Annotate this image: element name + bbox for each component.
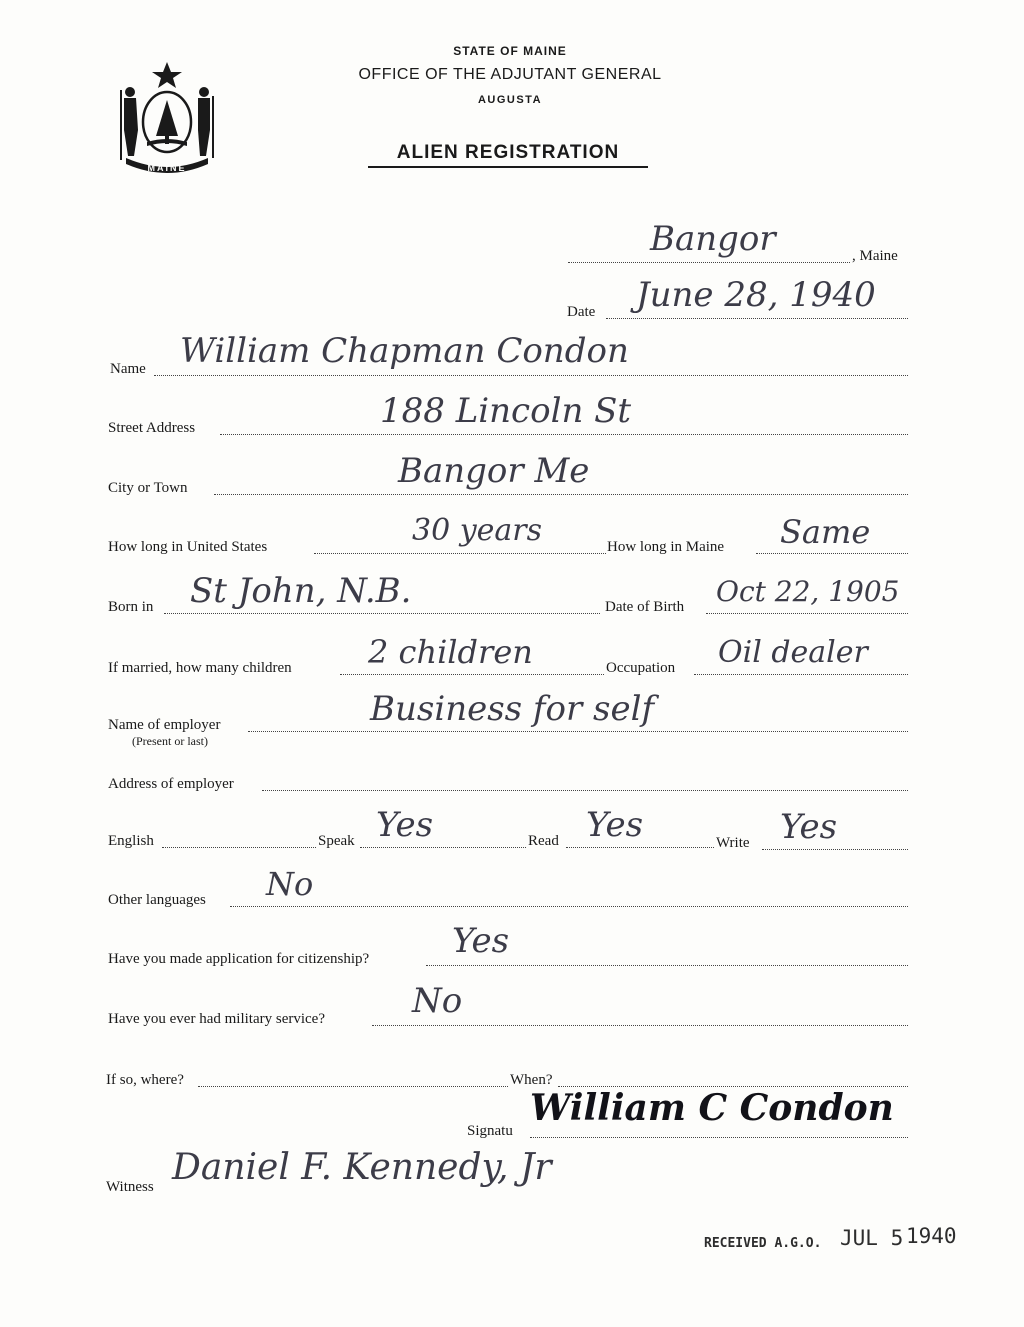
where-label: If so, where? xyxy=(106,1072,184,1088)
date-entry: June 28, 1940 xyxy=(636,275,876,315)
speak-entry: Yes xyxy=(376,805,434,845)
witness-label: Witness xyxy=(106,1179,154,1195)
name-label: Name xyxy=(110,361,146,377)
employer-sub-label: (Present or last) xyxy=(132,734,208,748)
read-label: Read xyxy=(528,833,559,849)
dob-entry: Oct 22, 1905 xyxy=(716,575,900,608)
children-entry: 2 children xyxy=(368,633,533,671)
citizenship-line xyxy=(426,965,908,966)
read-line xyxy=(566,847,714,848)
military-entry: No xyxy=(412,981,463,1021)
military-label: Have you ever had military service? xyxy=(108,1011,325,1027)
write-entry: Yes xyxy=(780,807,838,847)
date-label: Date xyxy=(567,304,596,320)
born-in-label: Born in xyxy=(108,599,154,615)
occupation-line xyxy=(694,674,908,675)
name-entry: William Chapman Condon xyxy=(180,331,629,371)
date-line xyxy=(606,318,908,319)
born-in-entry: St John, N.B. xyxy=(190,571,412,611)
received-stamp-year: 1940 xyxy=(906,1224,957,1248)
speak-line xyxy=(360,847,526,848)
where-line xyxy=(198,1086,508,1087)
how-long-maine-label: How long in Maine xyxy=(607,539,725,555)
form-title: ALIEN REGISTRATION xyxy=(368,142,648,168)
how-long-maine-line xyxy=(756,553,908,554)
city-entry: Bangor Me xyxy=(398,451,590,491)
signature-entry: William C Condon xyxy=(530,1087,894,1129)
street-label: Street Address xyxy=(108,420,196,436)
received-stamp-date: JUL 5 xyxy=(840,1226,904,1250)
street-entry: 188 Lincoln St xyxy=(380,391,632,431)
occupation-entry: Oil dealer xyxy=(718,635,868,670)
witness-entry: Daniel F. Kennedy, Jr xyxy=(172,1147,552,1188)
city-heading: AUGUSTA xyxy=(477,94,543,106)
born-in-line xyxy=(164,613,600,614)
maine-state-seal xyxy=(112,60,222,178)
employer-label: Name of employer xyxy=(108,717,221,733)
write-label: Write xyxy=(716,835,750,851)
occupation-label: Occupation xyxy=(606,660,676,676)
employer-line xyxy=(248,731,908,732)
office-heading: OFFICE OF THE ADJUTANT GENERAL xyxy=(358,66,662,83)
employer-entry: Business for self xyxy=(370,689,655,729)
how-long-us-label: How long in United States xyxy=(108,539,268,555)
city-line xyxy=(214,494,908,495)
children-label: If married, how many children xyxy=(108,660,292,676)
military-line xyxy=(372,1025,908,1026)
signature-line xyxy=(530,1137,908,1138)
citizenship-label: Have you made application for citizenship? xyxy=(108,951,370,967)
how-long-us-entry: 30 years xyxy=(412,513,543,548)
other-languages-line xyxy=(230,906,908,907)
dob-label: Date of Birth xyxy=(605,599,685,615)
read-entry: Yes xyxy=(586,805,644,845)
children-line xyxy=(340,674,604,675)
street-line xyxy=(220,434,908,435)
dob-line xyxy=(706,613,908,614)
other-languages-label: Other languages xyxy=(108,892,206,908)
english-label: English xyxy=(108,833,154,849)
seal-banner-text: MAINE xyxy=(147,163,187,173)
state-heading: STATE OF MAINE xyxy=(453,44,567,58)
write-line xyxy=(762,849,908,850)
city-label: City or Town xyxy=(108,480,188,496)
when-label: When? xyxy=(510,1072,553,1088)
town-line xyxy=(568,262,850,263)
how-long-us-line xyxy=(314,553,606,554)
name-line xyxy=(154,375,908,376)
speak-label: Speak xyxy=(318,833,355,849)
town-entry: Bangor xyxy=(650,219,776,259)
employer-address-line xyxy=(262,790,908,791)
how-long-maine-entry: Same xyxy=(780,513,871,551)
other-languages-entry: No xyxy=(266,865,314,903)
town-suffix-label: , Maine xyxy=(852,248,898,264)
english-line xyxy=(162,847,316,848)
received-stamp-label: RECEIVED A.G.O. xyxy=(704,1236,822,1251)
employer-address-label: Address of employer xyxy=(108,776,234,792)
citizenship-entry: Yes xyxy=(452,921,510,961)
signature-label: Signatu xyxy=(467,1123,513,1139)
